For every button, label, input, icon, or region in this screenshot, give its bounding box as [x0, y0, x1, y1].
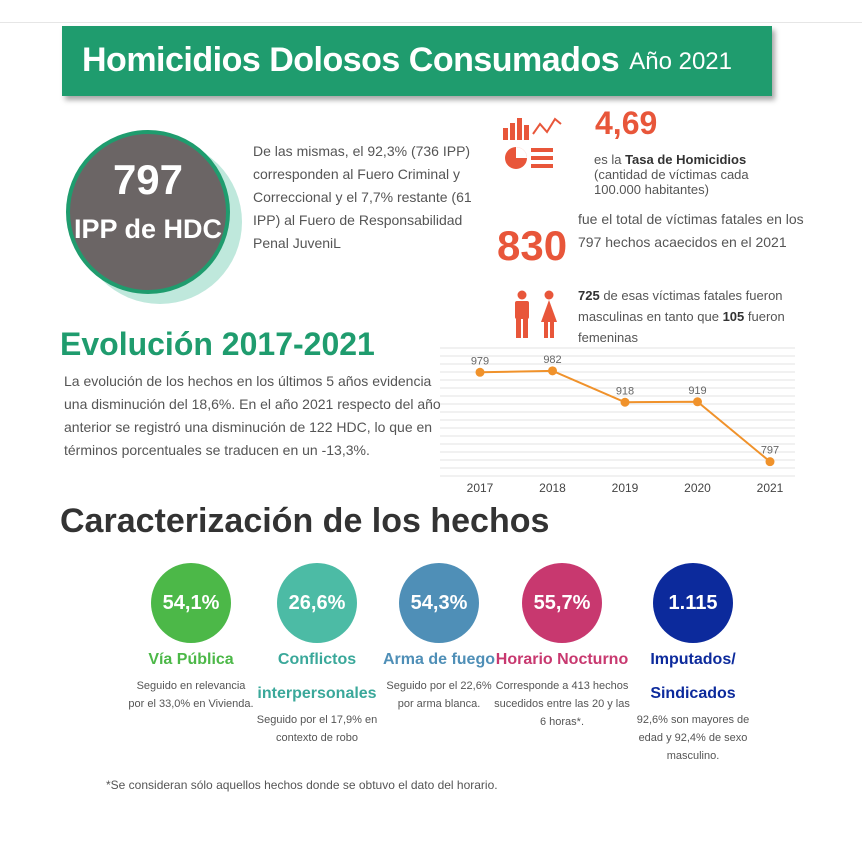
- x-tick-label: 2021: [756, 481, 784, 495]
- year-label: Año 2021: [629, 48, 732, 75]
- evolution-text: La evolución de los hechos en los últimos 5 años evidencia una disminución del 18,6%. En el año 2021 respecto del año anterior se registró una disminución de 122 HDC, lo que en términos porcentuales se traducen en un -13,3%.: [64, 373, 441, 458]
- stat-sub: Corresponde a 413 hechos sucedidos entre las 20 y las 6 horas*.: [494, 680, 630, 728]
- data-label: 982: [543, 353, 562, 366]
- top-divider: [0, 22, 862, 23]
- ipp-circle: [66, 130, 230, 294]
- stat-arma-fuego: [378, 563, 500, 713]
- gender-end-text: fueron femeninas: [578, 309, 785, 345]
- data-point: [476, 368, 485, 377]
- data-label: 797: [760, 444, 780, 457]
- page-title: Homicidios Dolosos Consumados: [82, 41, 620, 79]
- evolution-line-chart: [440, 340, 800, 500]
- footnote: *Se consideran sólo aquellos hechos donde se obtuvo el dato del horario.: [106, 778, 498, 792]
- stat-disc: 54,1%: [151, 563, 231, 643]
- stat-label: Arma de fuego: [382, 651, 495, 668]
- fuero-breakdown-text: De las mismas, el 92,3% (736 IPP) corresponden al Fuero Criminal y Correccional y el 7,7% restante (61 IPP) al Fuero de Responsabilidad Penal JuveniL: [253, 143, 472, 251]
- stats-chart-icon: [503, 114, 565, 179]
- victims-gender-text: [578, 285, 818, 348]
- data-label: 919: [688, 384, 707, 397]
- x-tick-label: 2019: [611, 481, 639, 495]
- data-label: 979: [470, 355, 490, 368]
- stat-disc: 54,3%: [399, 563, 479, 643]
- data-label: 918: [615, 385, 635, 398]
- male-count: 725: [578, 288, 600, 303]
- data-point: [548, 366, 557, 375]
- stat-sub: 92,6% son mayores de edad y 92,4% de sexo masculino.: [636, 714, 750, 762]
- stat-imputados: [634, 563, 752, 765]
- x-tick-label: 2020: [684, 481, 711, 495]
- x-tick-label: 2018: [539, 481, 566, 495]
- stat-sub: Seguido por el 17,9% en contexto de robo: [256, 714, 378, 744]
- stat-label: Conflictos interpersonales: [257, 651, 377, 702]
- rate-bold: Tasa de Homicidios: [625, 152, 747, 167]
- stat-disc: 55,7%: [522, 563, 602, 643]
- ipp-number: 797: [112, 156, 184, 203]
- stat-conflictos: [250, 563, 384, 747]
- characterization-title: Caracterización de los hechos: [60, 502, 550, 540]
- rate-suffix: (cantidad de víctimas cada 100.000 habitantes): [594, 167, 749, 197]
- stat-label: Vía Pública: [148, 651, 234, 668]
- title-banner: [62, 26, 772, 96]
- female-count: 105: [722, 309, 745, 324]
- stat-label: Horario Nocturno: [495, 651, 629, 668]
- stat-sub: Seguido en relevancia por el 33,0% en Vivienda.: [128, 680, 254, 710]
- stat-horario-nocturno: [494, 563, 630, 731]
- male-female-icon: [511, 290, 563, 345]
- rate-prefix: es la: [594, 152, 626, 167]
- stat-disc: 26,6%: [277, 563, 357, 643]
- stat-label: Imputados/ Sindicados: [650, 651, 736, 702]
- data-point: [766, 457, 775, 466]
- evolution-title: Evolución 2017-2021: [60, 326, 375, 362]
- stat-sub: Seguido por el 22,6% por arma blanca.: [386, 680, 492, 710]
- gender-mid-text: de esas víctimas fatales fueron masculinas en tanto que: [578, 288, 783, 324]
- ipp-label: IPP de HDC: [73, 214, 223, 244]
- stat-via-publica: [128, 563, 254, 713]
- x-tick-label: 2017: [466, 481, 494, 495]
- stat-disc: 1.115: [653, 563, 733, 643]
- victims-total: 830: [497, 222, 568, 269]
- data-point: [693, 397, 702, 406]
- victims-total-text: fue el total de víctimas fatales en los 797 hechos acaecidos en el 2021: [578, 211, 804, 250]
- data-point: [621, 398, 630, 407]
- homicide-rate-description: [594, 152, 794, 197]
- homicide-rate-value: 4,69: [595, 105, 658, 141]
